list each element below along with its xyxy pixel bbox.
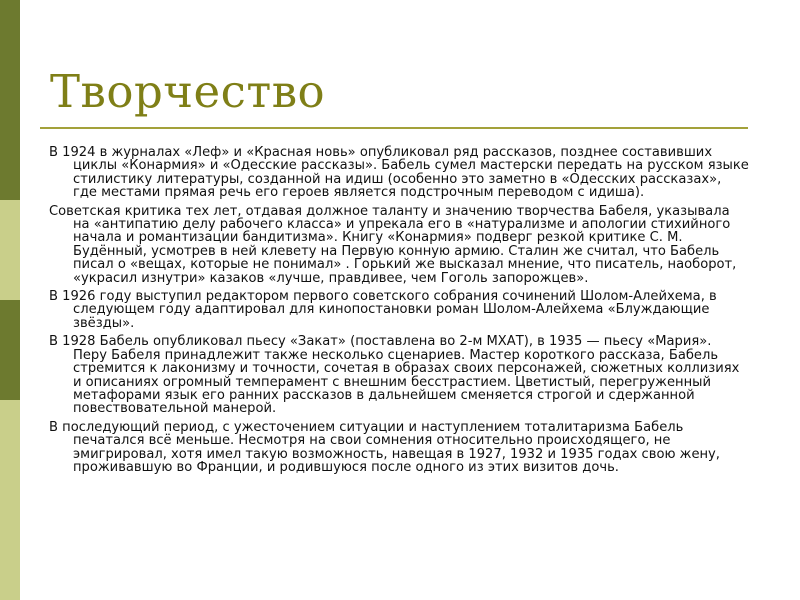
paragraph-later-period: В последующий период, с ужесточением ситуации и наступлением тоталитаризма Бабель печатался всё меньше. Несмотря на свои сомнения относительно происходящего, не эмигрировал, хотя имел такую возможность, навещая в 1927, 1932 и 1935 годах свою жену, проживавшую во Франции, и родившуюся после одного из этих визитов дочь. <box>49 419 720 475</box>
side-bar-segment-dark-middle <box>0 300 20 400</box>
paragraph-criticism: Советская критика тех лет, отдавая должное таланту и значению творчества Бабеля, указывала на «антипатию делу рабочего класса» и упрекала его в «натурализме и апологии стихийного начала и романтизации бандитизма». Книгу «Конармия» подверг резкой критике С. М. Будённый, усмотрев в ней клевету на Первую конную армию. Сталин же считал, что Бабель писал о «вещах, которые не понимал» . Горький же высказал мнение, что писатель, наоборот, «украсил изнутри» казаков «лучше, правдивее, чем Гоголь запорожцев». <box>49 203 737 286</box>
side-decoration-bar <box>0 0 20 600</box>
title-underline-rule <box>40 127 748 129</box>
paragraph-1926: В 1926 году выступил редактором первого советского собрания сочинений Шолом-Алейхема, в следующем году адаптировал для кинопостановки роман Шолом-Алейхема «Блуждающие звёзды». <box>49 289 717 331</box>
paragraph-1928: В 1928 Бабель опубликовал пьесу «Закат» (поставлена во 2-м МХАТ), в 1935 — пьесу «Мария». Перу Бабеля принадлежит также несколько сценариев. Мастер короткого рассказа, Бабель стремится к лаконизму и точности, сочетая в образах своих персонажей, сюжетных коллизиях и описаниях огромный темперамент с внешним бесстрастием. Цветистый, перегруженный метафорами язык его ранних рассказов в дальнейшем сменяется строгой и сдержанной повествовательной манерой. <box>49 334 740 417</box>
side-bar-segment-dark-top <box>0 0 20 200</box>
side-bar-segment-light <box>0 200 20 300</box>
slide-title: Творчество <box>50 65 326 118</box>
paragraph-1924: В 1924 в журналах «Леф» и «Красная новь» опубликовал ряд рассказов, позднее составивших циклы «Конармия» и «Одесские рассказы». Бабель сумел мастерски передать на русском языке стилистику литературы, созданной на идиш (особенно это заметно в «Одесских рассказах», где местами прямая речь его героев является подстрочным переводом с идиша). <box>49 145 749 201</box>
side-bar-segment-light-bottom <box>0 400 20 600</box>
slide-body <box>49 146 749 479</box>
